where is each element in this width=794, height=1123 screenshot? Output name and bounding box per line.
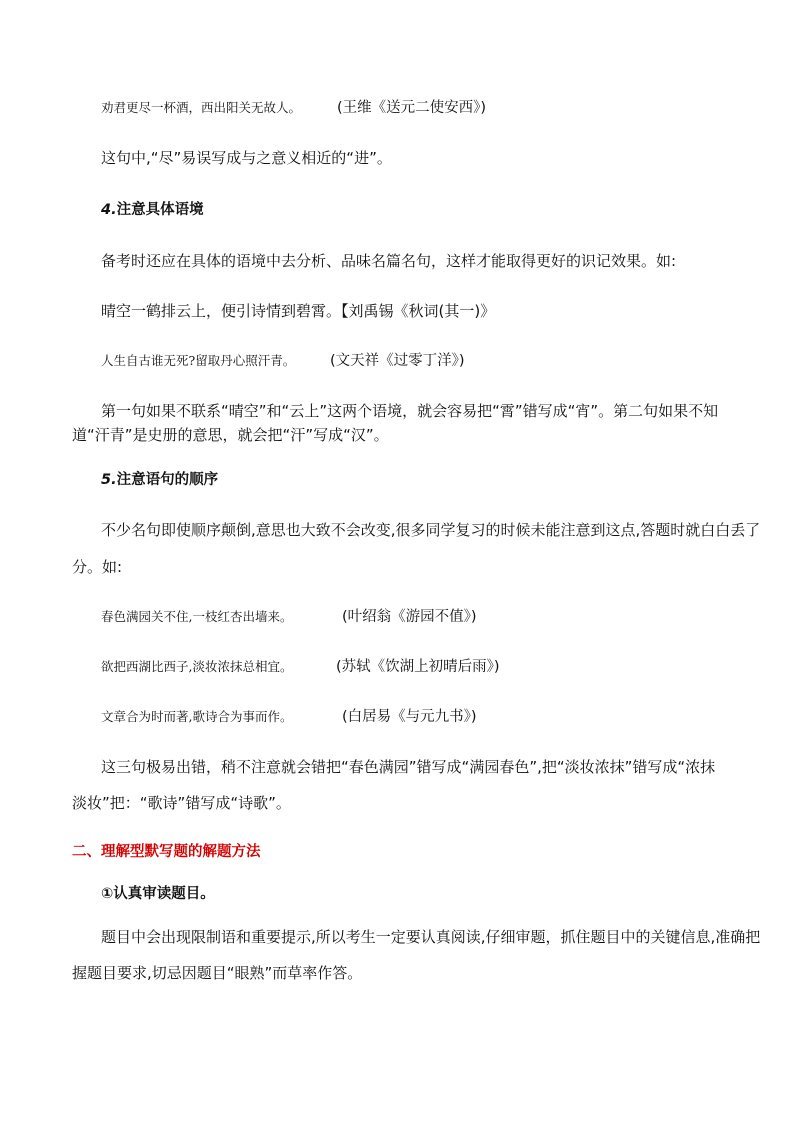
heading-number: 4.	[101, 202, 117, 218]
paragraph-5-line-2: 分。如:	[72, 558, 123, 576]
verse-source: (文天祥《过零丁洋》)	[330, 353, 465, 369]
quote-line-liu-yuxi: 晴空一鹤排云上，便引诗情到碧霄。【刘禹锡《秋词(其一)》	[101, 302, 496, 320]
paragraph-4-line-1: 第一句如果不联系“晴空”和“云上”这两个语境，就会容易把“霄”错写成“宵”。第二句如果不知	[101, 402, 719, 420]
paragraph-step-1-line-2: 握题目要求,切忌因题目“眼熟”而草率作答。	[72, 964, 363, 982]
verse-text: 文章合为时而著,歌诗合为事而作。	[101, 709, 293, 724]
verse-source: (王维《送元二使安西》)	[337, 100, 487, 116]
verse-text: 劝君更尽一杯酒，西出阳关无故人。	[101, 100, 302, 115]
step-heading-1: ①认真审读题目。	[101, 886, 215, 902]
heading-title: 注意语句的顺序	[116, 472, 219, 488]
paragraph-4-line-2: 道“汗青”是史册的意思，就会把“汗”写成“汉”。	[72, 426, 389, 444]
section-heading-4	[101, 200, 794, 220]
paragraph-step-1-line-1: 题目中会出现限制语和重要提示,所以考生一定要认真阅读,仔细审题，抓住题目中的关键信息,准确把	[101, 928, 761, 946]
section-title-2: 二、理解型默写题的解题方法	[72, 844, 261, 860]
verse-text: 人生自古谁无死?留取丹心照汗青。	[101, 353, 296, 368]
verse-source: (苏轼《饮湖上初晴后雨》)	[336, 659, 500, 675]
verse-text: 春色满园关不住,一枝红杏出墙来。	[101, 609, 293, 624]
paragraph-end-line-2: 淡妆”把：“歌诗”错写成“诗歌”。	[72, 794, 291, 812]
paragraph-5-line-1: 不少名句即使顺序颠倒,意思也大致不会改变,很多同学复习的时候未能注意到这点,答题时就白白丢了	[101, 521, 761, 539]
heading-number: 5.	[101, 472, 117, 488]
verse-source: (叶绍翁《游园不值》)	[342, 609, 477, 625]
paragraph-note-jin: 这句中,“尽”易误写成与之意义相近的“进”。	[101, 149, 392, 167]
paragraph-end-line-1: 这三句极易出错，稍不注意就会错把“春色满园”错写成“满园春色”,把“淡妆浓抹”错写成“浓抹	[101, 758, 716, 776]
heading-title: 注意具体语境	[116, 202, 204, 218]
section-heading-5	[101, 470, 794, 490]
paragraph-intro-4: 备考时还应在具体的语境中去分析、品味名篇名句，这样才能取得更好的识记效果。如:	[101, 252, 677, 270]
verse-source: (白居易《与元九书》)	[342, 709, 477, 725]
verse-text: 欲把西湖比西子,淡妆浓抹总相宜。	[101, 659, 293, 674]
